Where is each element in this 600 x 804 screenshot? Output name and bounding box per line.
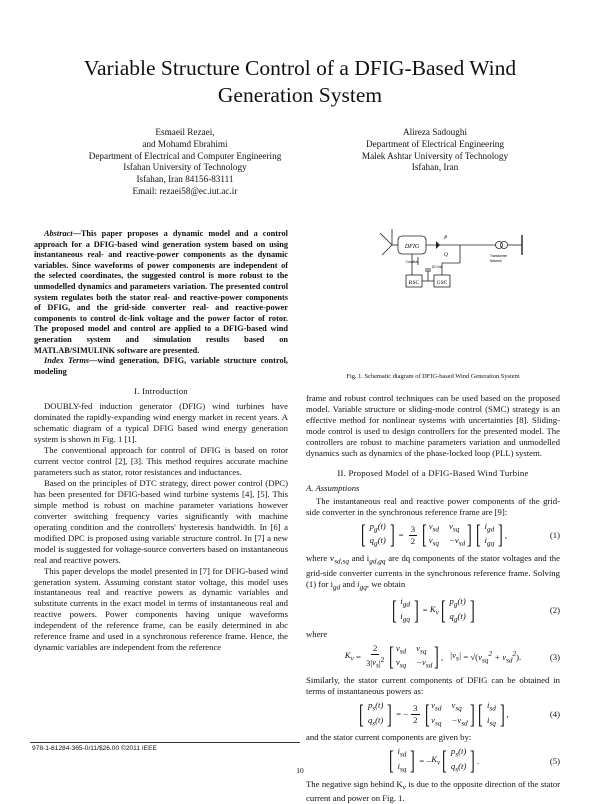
text-fragment: and i [348,552,370,563]
text-fragment: is due to the opposite direction of the stator current and power on Fig. 1. [306,778,560,804]
index-terms-lead: Index Terms [44,356,90,366]
author-email[interactable]: Email: rezaei58@ec.iut.ac.ir [132,185,238,196]
equation-1: [ $p_g(t)$ $q_g(t)$ ] = $\frac{3}{2}$ [ $v_{sd}$ $v_{sq}$ $v_{sq}$ $-v_{sd}$ ] [ $i_{gd}$ $i_{gq}$ ] , (1) [360,520,560,550]
intro-paragraph-2: The conventional approach for control of DFIG is based on rotor current vector control [2], [3]. This method requires accurate machine parameters such as stator, rotor resistances and inductances. [34,445,288,477]
text-fragment: The negative sign behind K [306,778,403,789]
dfig-schematic-figure [378,227,528,367]
section-heading-intro: I. Introduction [134,386,188,397]
section-heading-model: II. Proposed Model of a DFIG-Based Wind Turbine [337,467,529,478]
footer-rule [30,742,300,743]
equation-5-number: (5) [549,755,560,766]
turbine-blade-3 [382,245,392,255]
dclink-label: DC link [432,265,443,269]
intro-paragraph-1: DOUBLY-fed induction generator (DFIG) wind turbines have dominated the rapidly-expanding wind energy market in recent years. A schematic diagram of a typical DFIG based wind energy generation system is shown in Fig. 1 [1]. [34,401,288,445]
equation-2-number: (2) [549,605,560,616]
rsc-label: RSC [408,280,420,286]
author-city: Isfahan, Iran [411,162,459,173]
right-column [306,393,560,804]
author-univ: Malek Ashtar University of Technology [361,150,509,161]
equation-4-number: (4) [549,709,560,720]
dfig-label: DFIG [404,244,420,250]
author-city: Isfahan, Iran 84156-83111 [136,174,234,185]
assumptions-paragraph-3: Similarly, the stator current components of DFIG can be obtained in terms of instantaneous powers as: [306,675,560,697]
transformer-label: Transformer [490,254,508,258]
assumptions-paragraph-5: The negative sign behind $K_v$ is due to the opposite direction of the stator current and power on Fig. 1. [306,778,560,804]
author-univ: Isfahan University of Technology [123,162,247,173]
paper-title: Variable Structure Control of a DFIG-Based Wind Generation System [83,56,517,107]
where-text: where [306,628,328,639]
power-arrow-p [436,241,440,249]
gsc-label: GSC [436,280,448,286]
index-terms-text: —wind generation, DFIG, variable structure control, modeling [34,356,288,376]
abstract-lead: Abstract [44,229,73,238]
equation-1-number: (1) [549,529,560,540]
author-name: Alireza Sadoughi [402,127,468,137]
abstract-text: —This paper proposes a dynamic model and a control approach for a DFIG-based wind generation system based on using instantaneous real- and reactive-power components as the dynamic variables. Since waveforms of power components are independent of the selected coordinates, the suggested control is more robust to the unmodelled dynamics and parameters variation. The presented control system regulates both the stator real- and reactive-power components of DFIG, and the grid-side converter real- and reactive-power components to control dc-link voltage and the power factor of rotor. The proposed model and control are applied to a DFIG-based wind generation system and simulation results based on MATLAB/SIMULINK software are presented. [34,229,288,355]
page-number: 10 [296,766,304,775]
equation-2: [ $i_{gd}$ $i_{gq}$ ] = $K_v$ [ $p_g(t)$ $q_g(t)$ ] (2) [391,595,560,625]
equation-4: [ $p_s(t)$ $q_s(t)$ ] = − $\frac{3}{2}$ [ $v_{sd}$ $v_{sq}$ $v_{sq}$ $-v_{sd}$ ] [ $i_{sd}$ $i_{sq}$ ] , (4) [359,699,560,729]
author-block-left [60,127,310,198]
equation-3: $K_v$ = $\frac{2}{3|v_s|^2}$ [ $v_{sd}$ $v_{sq}$ $v_{sq}$ $-v_{sd}$ ] , $|v_s|$ = √( $v_{sq}^2 + v_{sd}^2$ ). (3) [344,642,560,672]
author-dept: Department of Electrical Engineering [365,138,504,149]
right-col-continuation: frame and robust control techniques can be used based on the proposed model. Variable structure or sliding-mode control (SMC) strategy is an effective method for nonlinear systems with uncertainties [8]. Sliding-mode control is used to design controllers for the presented model. The controllers are robust to machine parameters variation and unmodelled dynamics such as dynamics of the phase-locked loop (PLL) system. [306,393,560,458]
q-label: Q [444,252,448,258]
author-block-right [310,127,560,174]
intro-paragraph-3: Based on the principles of DTC strategy, direct power control (DPC) has been presented for DFIG-based wind turbine systems [4], [5]. This simple method is robust on machine parameter variations however converter switching frequency varies significantly with machine operating condition and the controllers' hysteresis bandwidth. In [6] a modified DPC is proposed using variable structure control. In [7] a new model is suggested for voltage-source converters based on instantaneous real and reactive powers. [34,477,288,565]
subsection-heading-assumptions: A. Assumptions [306,482,360,493]
crowbar-label: CrowBar [405,260,418,264]
equation-5: [ $i_{sd}$ $i_{sq}$ ] = − $K_v$ [ $p_s(t)$ $q_s(t)$ ] . (5) [388,746,560,776]
assumptions-paragraph-2: where $v_{sd,sq}$ and $i_{gd,gq}$ are dq components of the stator voltages and the grid-side converter currents in the synchronous reference frame. Solving (1) for $i_{gd}$ and $i_{gq}$, we obtain [306,552,560,592]
left-column [34,229,288,653]
assumptions-paragraph-1: The instantaneous real and reactive power components of the grid-side converter in the synchronous reference frame are [9]: [306,495,560,517]
turbine-blade-1 [380,233,392,245]
author-names-2: and Mohamd Ebrahimi [142,138,228,149]
text-fragment: are dq components of the stator voltages and the grid-side converter currents in the synchronous reference frame. Solving (1) for i [306,552,560,589]
assumptions-paragraph-4: and the stator current components are given by: [306,732,472,743]
text-fragment: where v [306,552,335,563]
author-names-1: Esmaeil Rezaei, [155,127,215,137]
copyright-footer: 978-1-61284-365-0/11/$26.00 ©2011 IEEE [32,745,157,752]
author-dept: Department of Electrical and Computer Engineering [88,150,282,161]
index-terms [34,356,288,377]
transformer-coil-2 [501,242,508,249]
intro-paragraph-4: This paper develops the model presented in [7] for DFIG-based wind generation system. Assuming constant stator voltage, this model uses instantaneous real and reactive powers as dynamic variables and substitute currents in the exact model in terms of instantaneous real and reactive powers. Power components having unique waveforms independent of the reference frame, can be easily determined in abc reference frame and used in a synchronous reference frame. Hence, the dynamic variables are independent from the reference [34,565,288,653]
p-label: P [444,235,448,241]
network-label: Network [490,259,502,263]
text-fragment: , we obtain [366,578,406,589]
equation-3-number: (3) [549,651,560,662]
figure-caption: Fig. 1. Schematic diagram of DFIG-based Wind Generation System [346,373,520,380]
abstract [34,229,288,356]
